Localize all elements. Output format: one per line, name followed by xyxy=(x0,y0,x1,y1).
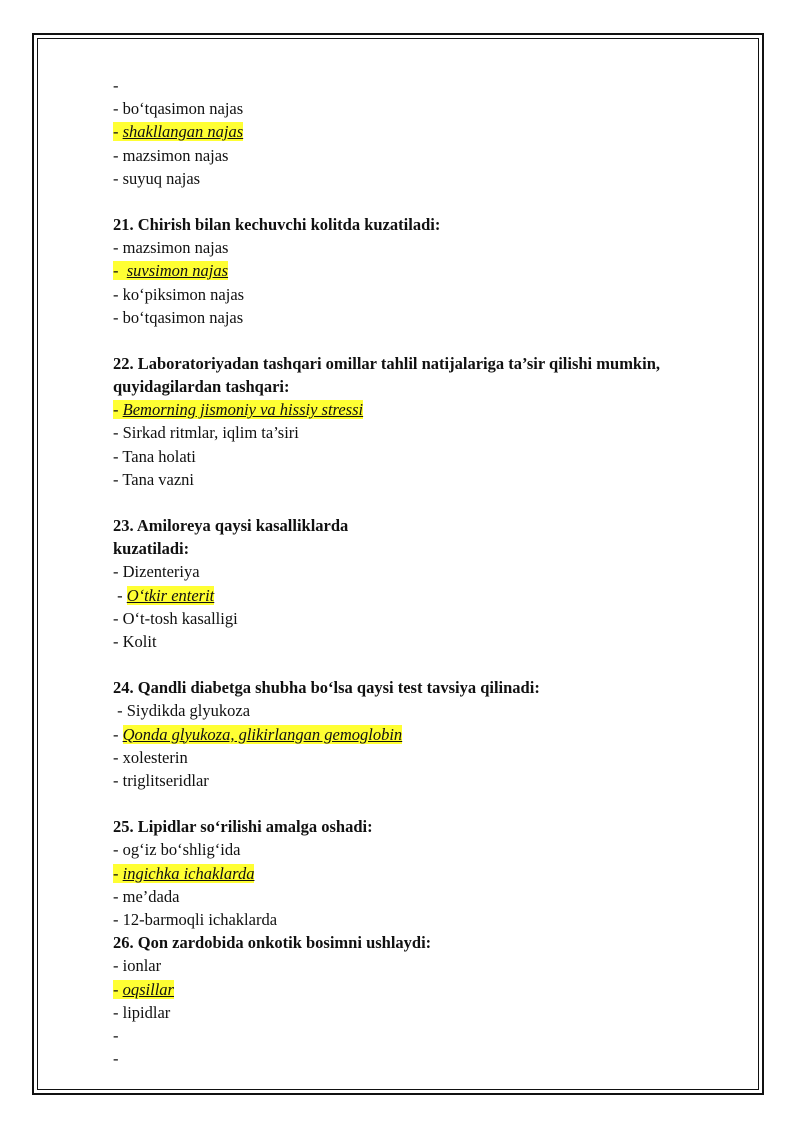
question-title-line-2: kuzatiladi: xyxy=(113,539,190,559)
question-block-20-tail xyxy=(113,74,753,190)
option-line: - O‘t-tosh kasalligi xyxy=(113,608,238,628)
option-line: - xyxy=(113,76,119,95)
question-block-23 xyxy=(113,514,753,653)
option-line: - xyxy=(113,1049,119,1069)
question-title-line-1: 23. Amiloreya qaysi kasalliklarda xyxy=(113,516,349,536)
question-block-21 xyxy=(113,213,753,329)
option-line-correct: - oqsillar xyxy=(113,979,174,999)
question-title: 21. Chirish bilan kechuvchi kolitda kuzatiladi: xyxy=(113,214,441,234)
option-line-correct: - ingichka ichaklarda xyxy=(113,863,255,883)
question-title: 22. Laboratoriyadan tashqari omillar tahlil natijalariga ta’sir qilishi mumkin, quyidagilardan tashqari: xyxy=(113,353,660,397)
option-line-correct: - O‘tkir enterit xyxy=(113,585,215,605)
option-line: - suyuq najas xyxy=(113,168,201,188)
question-title: 26. Qon zardobida onkotik bosimni ushlaydi: xyxy=(113,933,432,953)
option-line: - xyxy=(113,1025,119,1045)
option-line: - xolesterin xyxy=(113,747,188,767)
question-block-24 xyxy=(113,676,753,792)
option-line: - me’dada xyxy=(113,886,180,906)
option-line: - mazsimon najas xyxy=(113,145,229,165)
option-line: - bo‘tqasimon najas xyxy=(113,307,244,327)
option-line: - Sirkad ritmlar, iqlim ta’siri xyxy=(113,423,299,443)
question-block-25 xyxy=(113,815,753,931)
option-line: - mazsimon najas xyxy=(113,238,229,258)
option-line: - ionlar xyxy=(113,956,162,976)
option-line: - triglitseridlar xyxy=(113,770,209,790)
question-block-26 xyxy=(113,931,753,1070)
option-line: - bo‘tqasimon najas xyxy=(113,99,244,119)
option-line-correct: - shakllangan najas xyxy=(113,122,244,142)
option-line: - Dizenteriya xyxy=(113,562,200,582)
question-title: 24. Qandli diabetga shubha bo‘lsa qaysi test tavsiya qilinadi: xyxy=(113,678,540,698)
option-line-correct: - suvsimon najas xyxy=(113,261,229,281)
option-line: - lipidlar xyxy=(113,1002,171,1022)
option-line-correct: - Bemorning jismoniy va hissiy stressi xyxy=(113,400,364,420)
option-line: - Tana vazni xyxy=(113,469,195,489)
option-line: - 12-barmoqli ichaklarda xyxy=(113,909,278,929)
option-line: - Siydikda glyukoza xyxy=(113,701,251,721)
document-body xyxy=(113,74,753,1070)
option-line: - Tana holati xyxy=(113,446,196,466)
option-line: - Kolit xyxy=(113,632,157,652)
option-line: - ko‘piksimon najas xyxy=(113,284,245,304)
question-title: 25. Lipidlar so‘rilishi amalga oshadi: xyxy=(113,817,373,837)
option-line: - og‘iz bo‘shlig‘ida xyxy=(113,840,241,860)
option-line-correct: - Qonda glyukoza, glikirlangan gemoglobin xyxy=(113,724,403,744)
question-block-22 xyxy=(113,352,753,491)
